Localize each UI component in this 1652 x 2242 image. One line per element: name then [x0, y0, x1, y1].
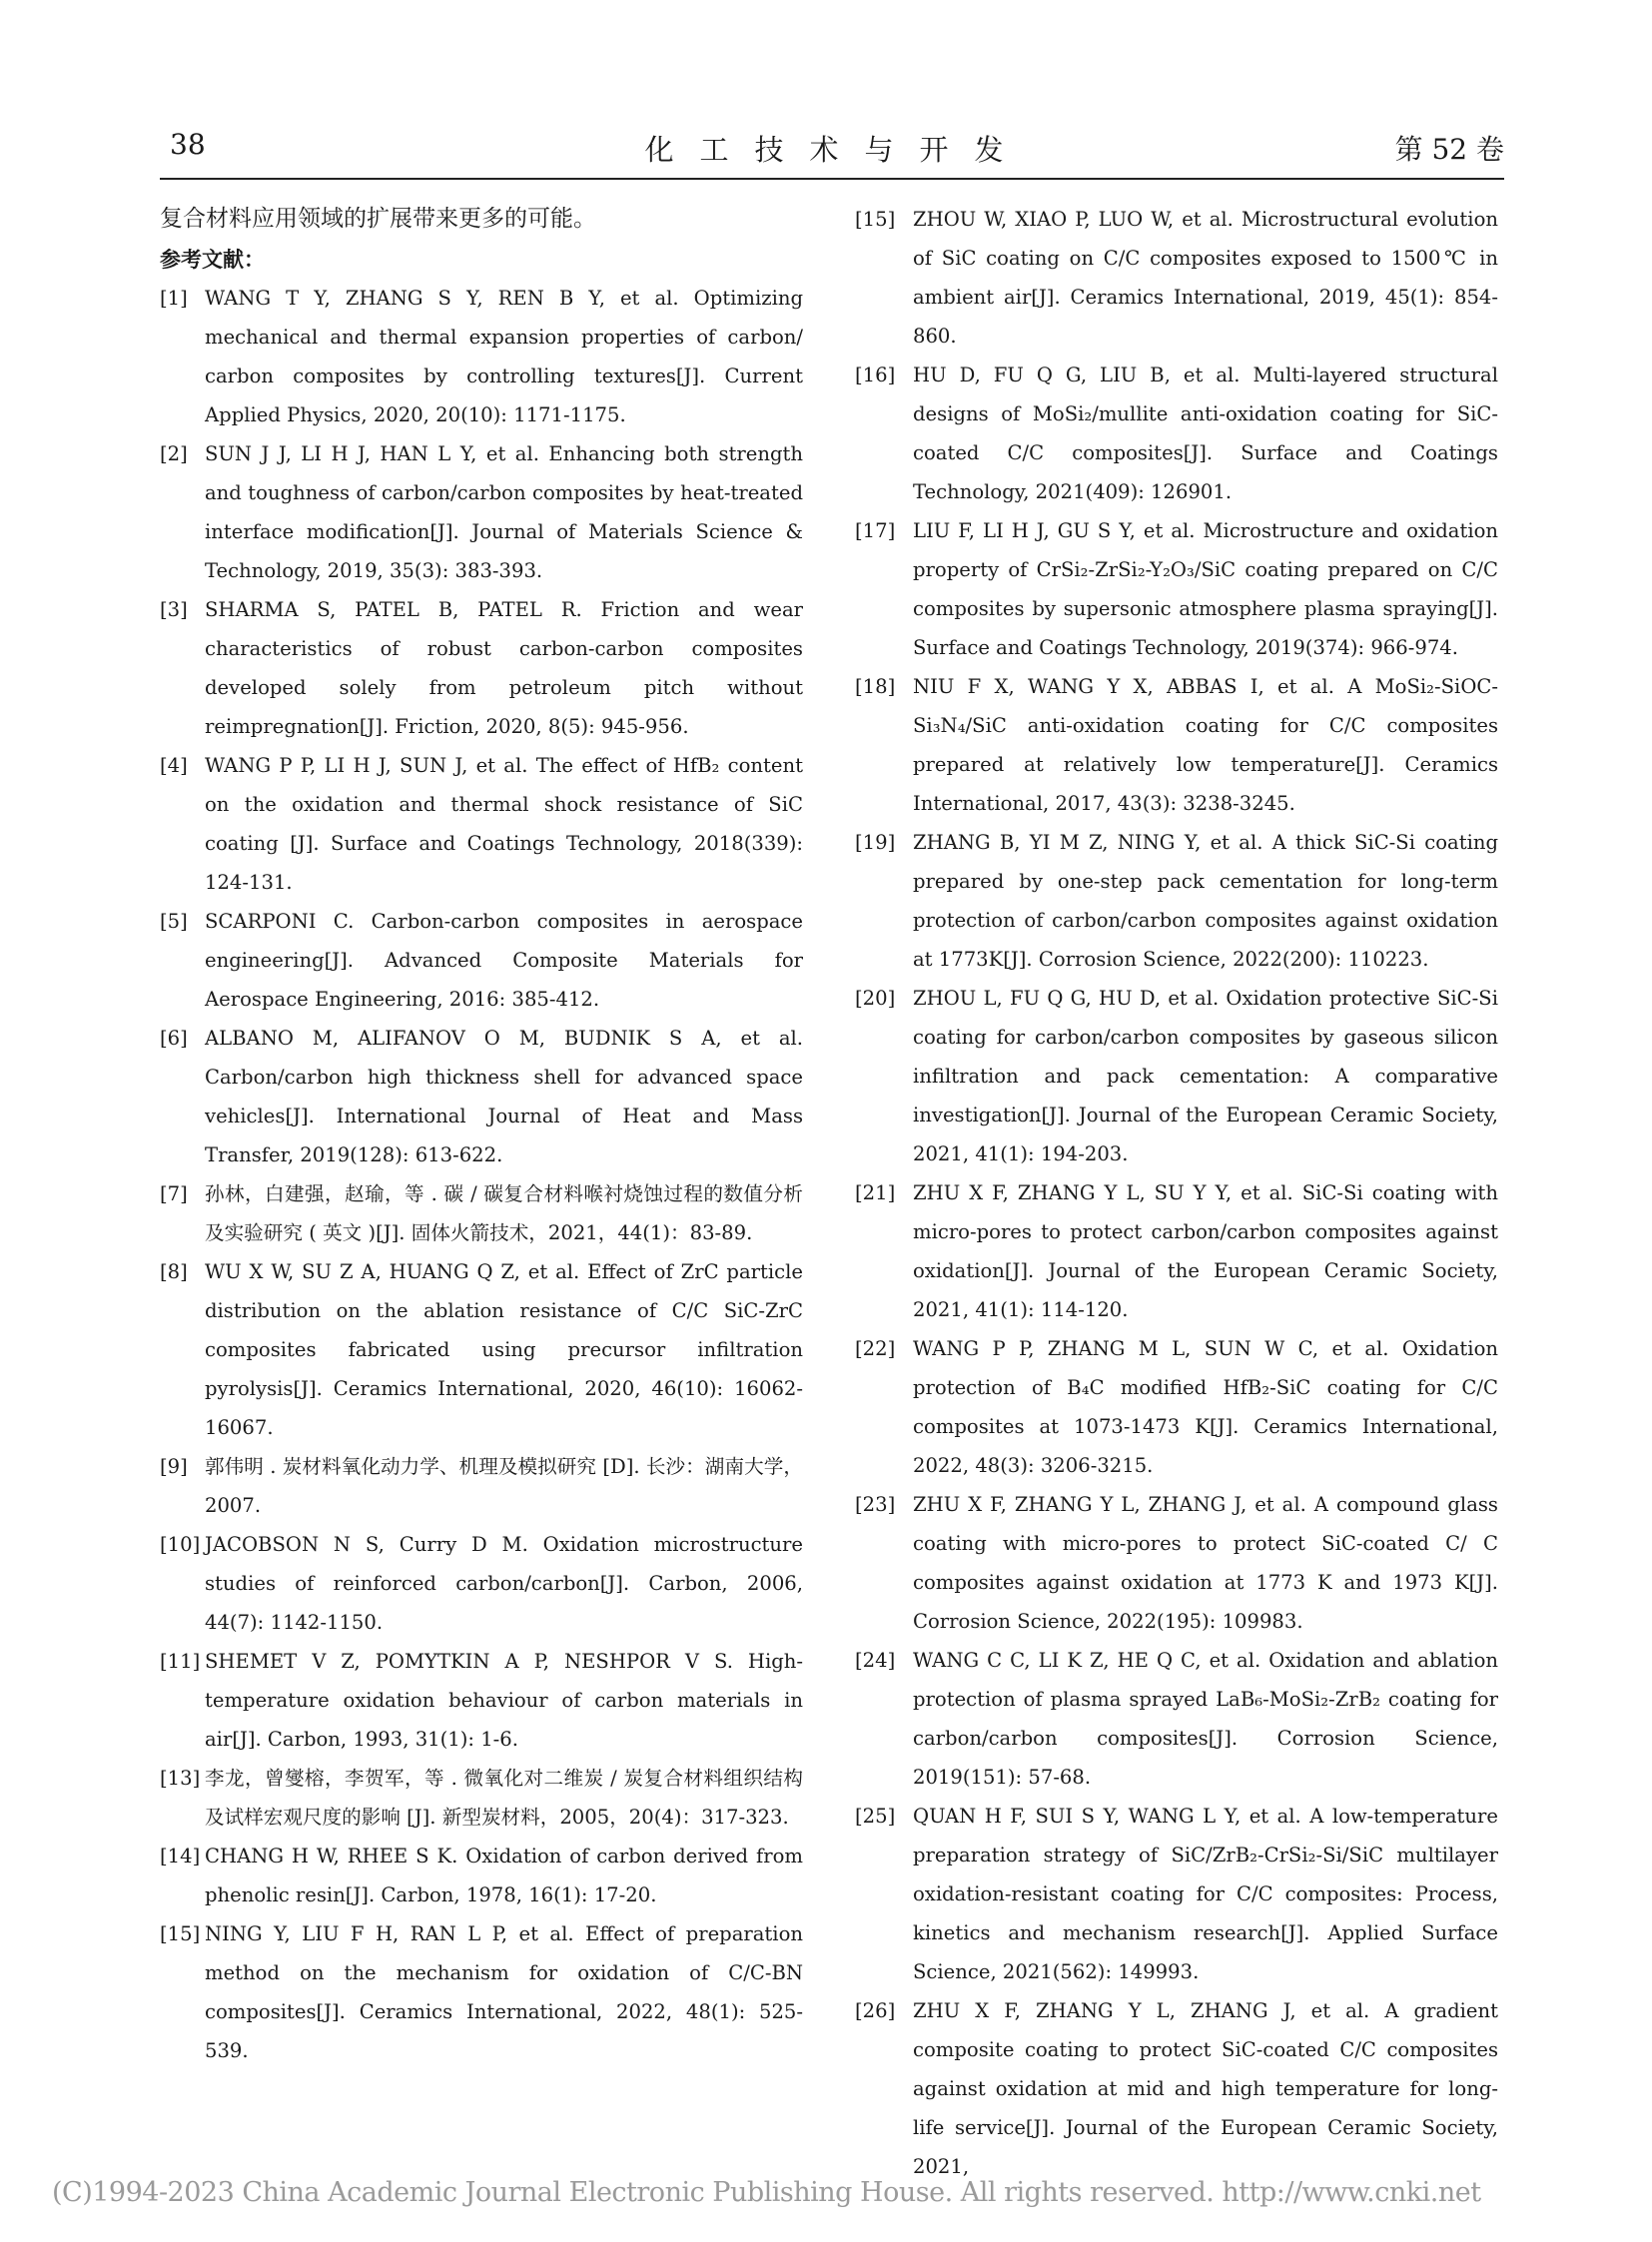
volume-label: 第 52 卷 — [1394, 133, 1504, 166]
reference-number: [13] — [160, 1767, 201, 1790]
reference-text: ZHU X F, ZHANG Y L, SU Y Y, et al. SiC-Si coating with micro-pores to protect carbon/carbon composites against oxidation[J]. Journal of the European Ceramic Society, 2021, 41(1): 114-120. — [913, 1181, 1498, 1321]
reference-text: SCARPONI C. Carbon-carbon composites in aerospace engineering[J]. Advanced Composite Materials for Aerospace Engineering, 2016: 385-412. — [205, 910, 803, 1011]
reference-text: 李龙，曾燮榕，李贺军，等 . 微氧化对二维炭 / 炭复合材料组织结构及试样宏观尺度的影响 [J]. 新型炭材料，2005，20(4)：317-323. — [205, 1767, 803, 1829]
reference-item — [160, 1914, 803, 2070]
reference-number: [26] — [855, 1999, 896, 2022]
reference-number: [19] — [855, 831, 896, 854]
reference-text: WANG T Y, ZHANG S Y, REN B Y, et al. Optimizing mechanical and thermal expansion properties of carbon/ carbon composites by controlling textures[J]. Current Applied Physics, 2020, 20(10): 1171-1175. — [205, 287, 803, 426]
reference-text: SUN J J, LI H J, HAN L Y, et al. Enhancing both strength and toughness of carbon/carbon composites by heat-treated interface modification[J]. Journal of Materials Science & Technology, 2019, 35(3): 383-393. — [205, 442, 803, 582]
reference-item — [160, 1447, 803, 1525]
left-reference-list — [160, 279, 803, 2070]
reference-number: [15] — [855, 208, 896, 231]
reference-number: [17] — [855, 519, 896, 542]
reference-text: WANG P P, LI H J, SUN J, et al. The effect of HfB₂ content on the oxidation and thermal shock resistance of SiC coating [J]. Surface and Coatings Technology, 2018(339): 124-131. — [205, 754, 803, 894]
header-rule — [160, 178, 1504, 180]
reference-text: WANG P P, ZHANG M L, SUN W C, et al. Oxidation protection of B₄C modified HfB₂-SiC coating for C/C composites at 1073-1473 K[J]. Ceramics International, 2022, 48(3): 3206-3215. — [913, 1337, 1498, 1477]
reference-number: [15] — [160, 1922, 201, 1945]
reference-text: NING Y, LIU F H, RAN L P, et al. Effect of preparation method on the mechanism for oxidation of C/C-BN composites[J]. Ceramics International, 2022, 48(1): 525-539. — [205, 1922, 803, 2062]
reference-number: [20] — [855, 987, 896, 1010]
reference-item — [855, 823, 1498, 979]
reference-number: [18] — [855, 675, 896, 698]
reference-text: SHEMET V Z, POMYTKIN A P, NESHPOR V S. High-temperature oxidation behaviour of carbon materials in air[J]. Carbon, 1993, 31(1): 1-6. — [205, 1650, 803, 1751]
reference-text: HU D, FU Q G, LIU B, et al. Multi-layered structural designs of MoSi₂/mullite anti-oxidation coating for SiC-coated C/C composites[J]. Surface and Coatings Technology, 2021(409): 126901. — [913, 364, 1498, 503]
page-number: 38 — [170, 128, 206, 161]
reference-text: ZHOU W, XIAO P, LUO W, et al. Microstructural evolution of SiC coating on C/C composites exposed to 1500℃ in ambient air[J]. Ceramics International, 2019, 45(1): 854-860. — [913, 208, 1498, 348]
reference-item — [160, 1837, 803, 1914]
reference-number: [5] — [160, 910, 188, 933]
reference-item — [855, 979, 1498, 1173]
reference-item — [855, 1641, 1498, 1797]
reference-number: [11] — [160, 1650, 201, 1673]
right-reference-list — [855, 200, 1498, 2186]
reference-number: [7] — [160, 1182, 188, 1205]
reference-item — [160, 1252, 803, 1447]
reference-text: 孙林，白建强，赵瑜，等 . 碳 / 碳复合材料喉衬烧蚀过程的数值分析及实验研究 ( 英文 )[J]. 固体火箭技术，2021，44(1)：83-89. — [205, 1182, 803, 1244]
reference-item — [855, 1485, 1498, 1641]
reference-item — [855, 667, 1498, 823]
left-column — [160, 200, 803, 2070]
reference-item — [160, 279, 803, 434]
reference-item — [160, 746, 803, 902]
reference-number: [1] — [160, 287, 188, 310]
reference-item — [855, 1329, 1498, 1485]
reference-number: [2] — [160, 442, 188, 465]
right-column — [855, 200, 1498, 2186]
reference-number: [21] — [855, 1181, 896, 1204]
reference-item — [160, 434, 803, 590]
reference-item — [855, 200, 1498, 356]
reference-item — [855, 1797, 1498, 1991]
reference-item — [160, 1759, 803, 1837]
reference-item — [855, 1991, 1498, 2186]
reference-text: ZHOU L, FU Q G, HU D, et al. Oxidation protective SiC-Si coating for carbon/carbon composites by gaseous silicon infiltration and pack cementation: A comparative investigation[J]. Journal of the European Ceramic Society, 2021, 41(1): 194-203. — [913, 987, 1498, 1165]
reference-item — [855, 356, 1498, 511]
reference-number: [6] — [160, 1027, 188, 1050]
lead-paragraph: 复合材料应用领域的扩展带来更多的可能。 — [160, 206, 596, 232]
reference-text: ZHU X F, ZHANG Y L, ZHANG J, et al. A compound glass coating with micro-pores to protect SiC-coated C/ C composites against oxidation at 1773 K and 1973 K[J]. Corrosion Science, 2022(195): 109983. — [913, 1493, 1498, 1633]
references-heading: 参考文献： — [160, 248, 265, 272]
reference-item — [160, 1019, 803, 1174]
reference-text: CHANG H W, RHEE S K. Oxidation of carbon derived from phenolic resin[J]. Carbon, 1978, 16(1): 17-20. — [205, 1845, 803, 1906]
reference-number: [22] — [855, 1337, 896, 1360]
reference-text: WANG C C, LI K Z, HE Q C, et al. Oxidation and ablation protection of plasma sprayed LaB₆-MoSi₂-ZrB₂ coating for carbon/carbon composites[J]. Corrosion Science, 2019(151): 57-68. — [913, 1649, 1498, 1789]
reference-item — [855, 1173, 1498, 1329]
reference-text: ALBANO M, ALIFANOV O M, BUDNIK S A, et al. Carbon/carbon high thickness shell for advanced space vehicles[J]. International Journal of Heat and Mass Transfer, 2019(128): 613-622. — [205, 1027, 803, 1166]
reference-number: [4] — [160, 754, 188, 777]
copyright-footer: (C)1994-2023 China Academic Journal Electronic Publishing House. All rights reserved. http://www.cnki.net — [52, 2177, 1481, 2208]
reference-text: QUAN H F, SUI S Y, WANG L Y, et al. A low-temperature preparation strategy of SiC/ZrB₂-CrSi₂-Si/SiC multilayer oxidation-resistant coating for C/C composites: Process, kinetics and mechanism research[J]. Applied Surface Science, 2021(562): 149993. — [913, 1805, 1498, 1983]
reference-text: ZHU X F, ZHANG Y L, ZHANG J, et al. A gradient composite coating to protect SiC-coated C/C composites against oxidation at mid and high temperature for long-life service[J]. Journal of the European Ceramic Society, 2021, — [913, 1999, 1498, 2178]
reference-number: [14] — [160, 1845, 201, 1868]
journal-title: 化工技术与开发 — [644, 133, 1030, 167]
reference-text: ZHANG B, YI M Z, NING Y, et al. A thick SiC-Si coating prepared by one-step pack cementation for long-term protection of carbon/carbon composites against oxidation at 1773K[J]. Corrosion Science, 2022(200): 110223. — [913, 831, 1498, 971]
reference-text: NIU F X, WANG Y X, ABBAS I, et al. A MoSi₂-SiOC-Si₃N₄/SiC anti-oxidation coating for C/C composites prepared at relatively low temperature[J]. Ceramics International, 2017, 43(3): 3238-3245. — [913, 675, 1498, 815]
reference-text: SHARMA S, PATEL B, PATEL R. Friction and wear characteristics of robust carbon-carbon composites developed solely from petroleum pitch without reimpregnation[J]. Friction, 2020, 8(5): 945-956. — [205, 598, 803, 738]
reference-number: [23] — [855, 1493, 896, 1516]
reference-text: WU X W, SU Z A, HUANG Q Z, et al. Effect of ZrC particle distribution on the ablation resistance of C/C SiC-ZrC composites fabricated using precursor infiltration pyrolysis[J]. Ceramics International, 2020, 46(10): 16062-16067. — [205, 1260, 803, 1439]
reference-text: LIU F, LI H J, GU S Y, et al. Microstructure and oxidation property of CrSi₂-ZrSi₂-Y₂O₃/SiC coating prepared on C/C composites by supersonic atmosphere plasma spraying[J]. Surface and Coatings Technology, 2019(374): 966-974. — [913, 519, 1498, 659]
page-header — [170, 128, 1504, 172]
reference-item — [160, 1642, 803, 1759]
reference-item — [855, 511, 1498, 667]
reference-number: [16] — [855, 364, 896, 386]
reference-item — [160, 1174, 803, 1252]
reference-number: [3] — [160, 598, 188, 621]
reference-item — [160, 590, 803, 746]
reference-number: [9] — [160, 1455, 188, 1478]
reference-number: [8] — [160, 1260, 188, 1283]
reference-number: [10] — [160, 1533, 201, 1556]
reference-item — [160, 1525, 803, 1642]
reference-text: 郭伟明 . 炭材料氧化动力学、机理及模拟研究 [D]. 长沙：湖南大学，2007. — [205, 1455, 803, 1517]
reference-number: [24] — [855, 1649, 896, 1672]
reference-item — [160, 902, 803, 1019]
reference-number: [25] — [855, 1805, 896, 1828]
reference-text: JACOBSON N S, Curry D M. Oxidation microstructure studies of reinforced carbon/carbon[J]. Carbon, 2006, 44(7): 1142-1150. — [205, 1533, 803, 1634]
